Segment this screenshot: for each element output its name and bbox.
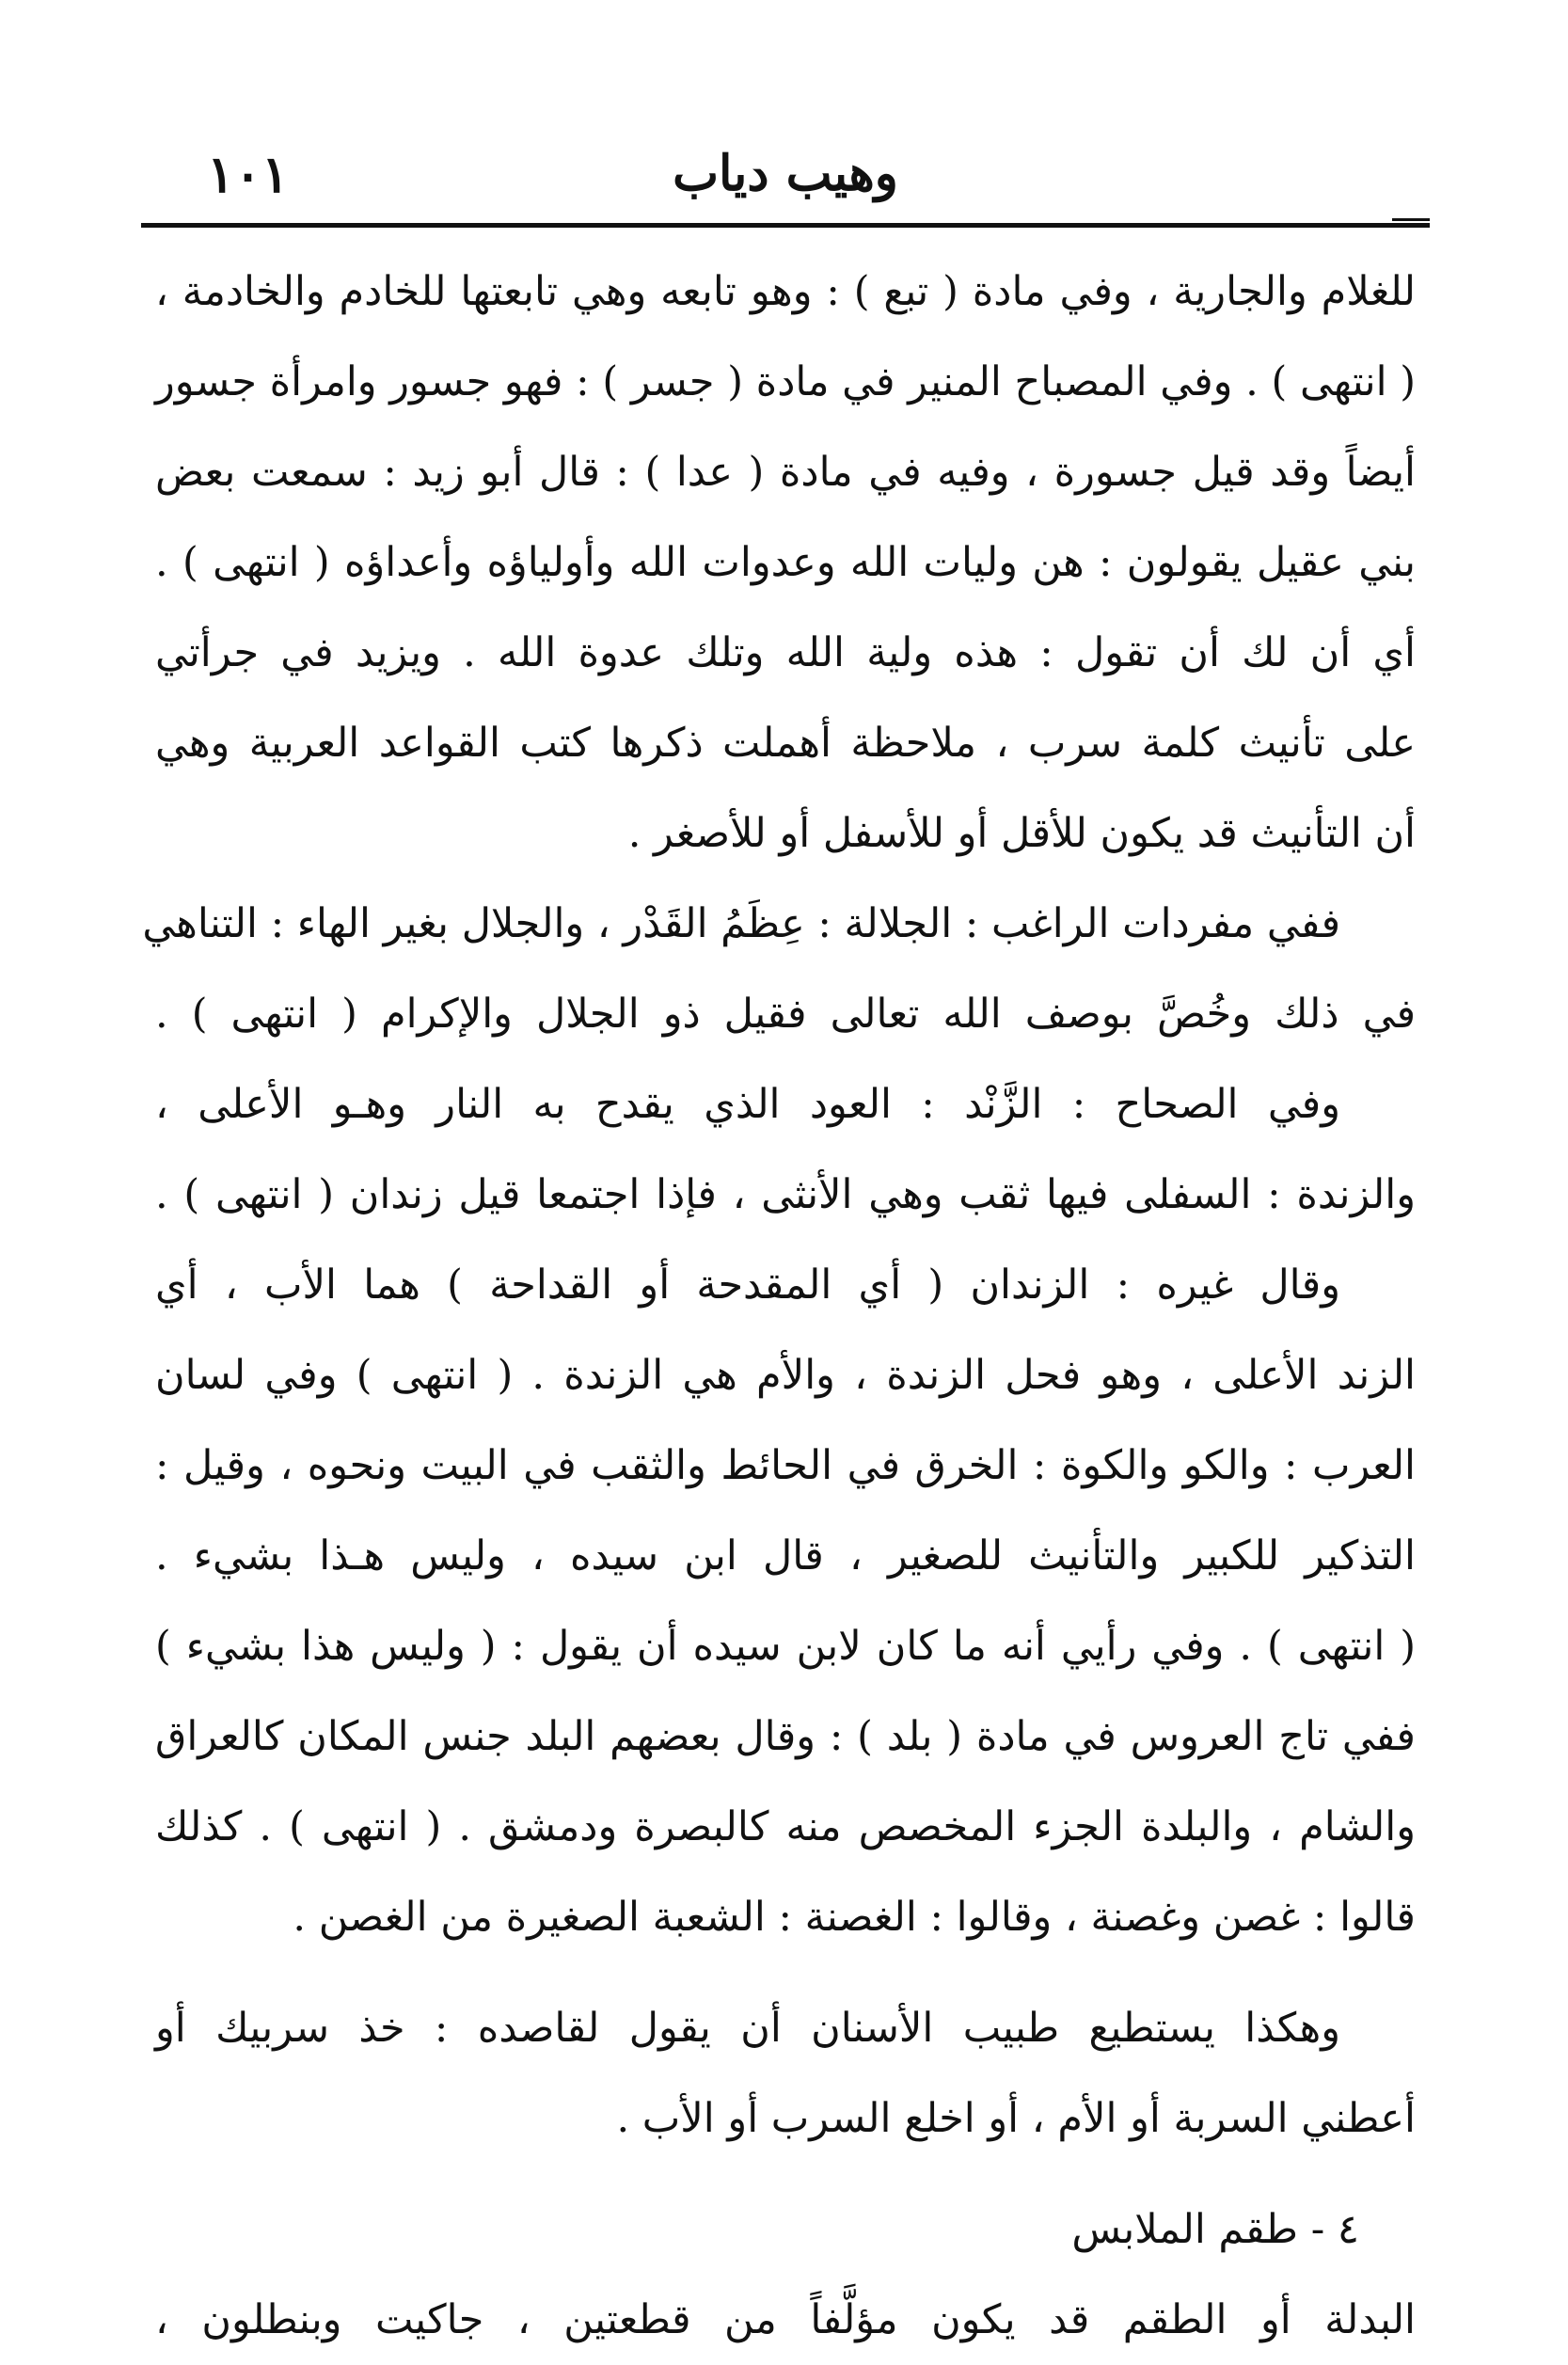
- text-line: في ذلك وخُصَّ بوصف الله تعالى فقيل ذو الجلال والإكرام ( انتهى ) .: [155, 991, 1416, 1038]
- text-line: العرب : والكو والكوة : الخرق في الحائط والثقب في البيت ونحوه ، وقيل :: [155, 1442, 1416, 1489]
- text-line: للغلام والجارية ، وفي مادة ( تبع ) : وهو تابعه وهي تابعتها للخادم والخادمة ،: [155, 268, 1416, 315]
- running-head: وهيب دياب: [673, 145, 898, 202]
- paragraph-gap: [155, 1962, 1416, 1983]
- text-line: وفي الصحاح : الزَّنْد : العود الذي يقدح به النار وهـو الأعلى ،: [155, 1081, 1340, 1128]
- text-line: البدلة أو الطقم قد يكون مؤلَّفاً من قطعتين ، جاكيت وبنطلون ،: [155, 2296, 1416, 2343]
- text-line: أي أن لك أن تقول : هذه ولية الله وتلك عدوة الله . ويزيد في جرأتي: [155, 629, 1416, 676]
- header-rule-end: [1392, 218, 1430, 221]
- paragraph: [155, 1240, 1416, 1962]
- paragraph-gap: [155, 2164, 1416, 2184]
- text-line: والزندة : السفلى فيها ثقب وهي الأنثى ، فإذا اجتمعا قيل زندان ( انتهى ) .: [155, 1171, 1416, 1218]
- text-line: أيضاً وقد قيل جسورة ، وفيه في مادة ( عدا ) : قال أبو زيد : سمعت بعض: [155, 449, 1416, 496]
- text-line: أن التأنيث قد يكون للأقل أو للأسفل أو للأصغر .: [627, 810, 1416, 857]
- paragraph: [155, 246, 1416, 879]
- text-line: الزند الأعلى ، وهو فحل الزندة ، والأم هي الزندة . ( انتهى ) وفي لسان: [155, 1352, 1416, 1399]
- page-number: ١٠١: [207, 144, 290, 204]
- text-line: على تأنيث كلمة سرب ، ملاحظة أهملت ذكرها كتب القواعد العربية وهي: [155, 720, 1416, 767]
- text-line: ( انتهى ) . وفي المصباح المنير في مادة ( جسر ) : فهو جسور وامرأة جسور: [155, 358, 1416, 405]
- text-line: بني عقيل يقولون : هن وليات الله وعدوات الله وأولياؤه وأعداؤه ( انتهى ) .: [155, 539, 1416, 586]
- header-rule: [141, 223, 1430, 228]
- text-line: والشام ، والبلدة الجزء المخصص منه كالبصرة ودمشق . ( انتهى ) . كذلك: [155, 1803, 1416, 1850]
- paragraph: [142, 879, 1416, 1059]
- page-header: [141, 141, 1430, 216]
- text-line: ( انتهى ) . وفي رأيي أنه ما كان لابن سيده أن يقول : ( وليس هذا بشيء ): [155, 1623, 1416, 1670]
- text-line: أعطني السربة أو الأم ، أو اخلع السرب أو الأب .: [616, 2095, 1416, 2142]
- text-line: ففي مفردات الراغب : الجلالة : عِظَمُ القَدْر ، والجلال بغير الهاء : التناهي: [142, 900, 1340, 947]
- text-line: التذكير للكبير والتأنيث للصغير ، قال ابن سيده ، وليس هـذا بشيء .: [155, 1532, 1416, 1579]
- text-line: وهكذا يستطيع طبيب الأسنان أن يقول لقاصده : خذ سربيك أو: [155, 2005, 1340, 2052]
- text-line: قالوا : غصن وغصنة ، وقالوا : الغصنة : الشعبة الصغيرة من الغصن .: [293, 1894, 1416, 1941]
- body-text: [142, 246, 1416, 2365]
- paragraph: [155, 1983, 1416, 2164]
- text-line: وقال غيره : الزندان ( أي المقدحة أو القداحة ) هما الأب ، أي: [155, 1262, 1340, 1309]
- paragraph: [155, 1059, 1416, 1240]
- section-heading: ٤ - طقم الملابس: [1071, 2206, 1359, 2253]
- text-line: ففي تاج العروس في مادة ( بلد ) : وقال بعضهم البلد جنس المكان كالعراق: [155, 1713, 1416, 1760]
